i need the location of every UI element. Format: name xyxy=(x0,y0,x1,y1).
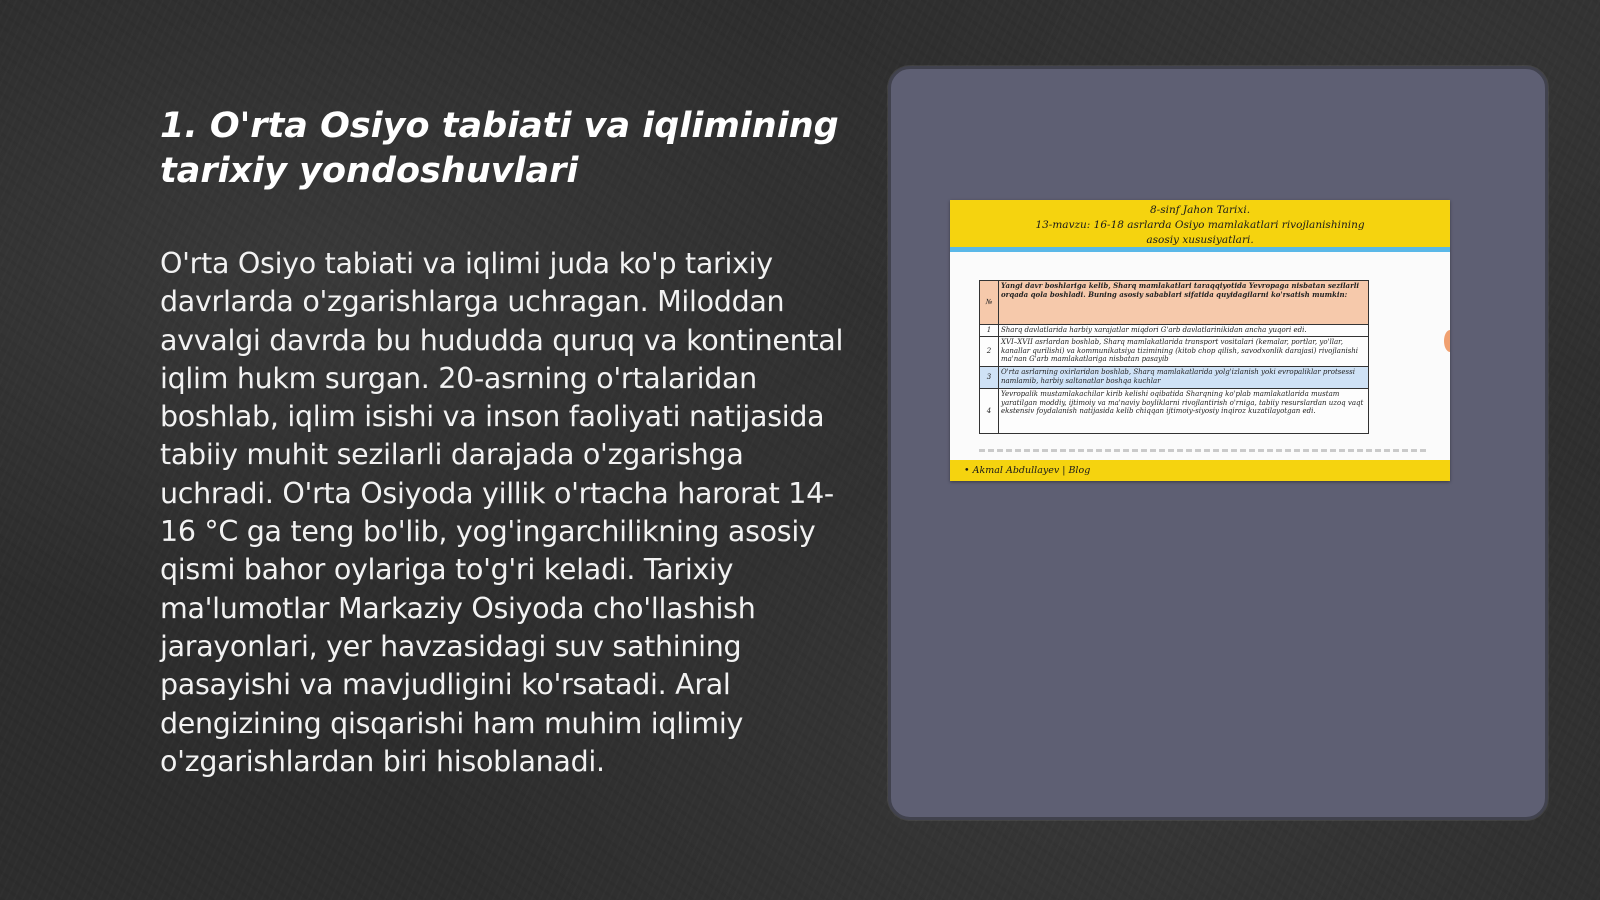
thumbnail-caption-line xyxy=(979,449,1429,452)
thumbnail-row-number: 3 xyxy=(980,367,999,388)
thumbnail-table xyxy=(979,280,1369,434)
thumbnail-table-row xyxy=(980,367,1368,389)
thumbnail-table-row xyxy=(980,337,1368,367)
thumbnail-header-line-1: 8-sinf Jahon Tarixi. xyxy=(1149,204,1251,216)
thumbnail-row-text: Yevropalik mustamlakachilar kirib kelishi oqibatida Sharqning ko'plab mamlakatlarida mustam yaratilgan moddiy, ijtimoiy va ma'naviy boyliklarni rivojlantirish o'rniga, tabiiy resurslardan uzoq vaqt ekstensiv foydalanish natijasida kelib chiqqan ijtimoiy-siyosiy inqiroz kuzatilayotgan edi. xyxy=(1001,390,1364,415)
thumbnail-table-row xyxy=(980,389,1368,433)
slide-body-text: O'rta Osiyo tabiati va iqlimi juda ko'p tarixiy davrlarda o'zgarishlarga uchragan. Miloddan avvalgi davrda bu hududda quruq va kontinental iqlim hukm surgan. 20-asrning o'rtalaridan boshlab, iqlim isishi va inson faoliyati natijasida tabiiy muhit sezilarli darajada o'zgarishga uchradi. O'rta Osiyoda yillik o'rtacha harorat 14-16 °C ga teng bo'lib, yog'ingarchilikning asosiy qismi bahor oylariga to'g'ri keladi. Tarixiy ma'lumotlar Markaziy Osiyoda cho'llashish jarayonlari, yer havzasidagi suv sathining pasayishi va mavjudligini ko'rsatadi. Aral dengizining qisqarishi ham muhim iqlimiy o'zgarishlardan biri hisoblanadi. xyxy=(160,247,844,778)
thumbnail-row-text: XVI–XVII asrlardan boshlab, Sharq mamlakatlarida transport vositalari (kemalar, portlar, yo'llar, kanallar qurilishi) va kommunikatsiya tizimining (kitob chop qilish, savodxonlik darajasi) rivojlanishi ma'nan G'arb mamlakatlariga nisbatan pasayib xyxy=(1001,338,1359,363)
thumbnail-table-row xyxy=(980,281,1368,325)
thumbnail-footer: • Akmal Abdullayev | Blog xyxy=(950,460,1450,481)
thumbnail-row-text: Sharq davlatlarida harbiy xarajatlar miqdori G'arb davlatlarinikidan ancha yuqori edi. xyxy=(1001,326,1307,334)
slide-title: 1. O'rta Osiyo tabiati va iqlimining tarixiy yondoshuvlari xyxy=(160,106,839,191)
thumbnail-row-text: O'rta asrlarning oxirlaridan boshlab, Sharq mamlakatlarida yolg'izlanish yoki evropaliklar protsessi namlamib, harbiy saltanatlar boshqa kuchlar xyxy=(1001,368,1355,385)
thumbnail-row-number: 2 xyxy=(980,337,999,366)
thumbnail-row-number: № xyxy=(980,281,999,324)
slide-thumbnail-image xyxy=(950,200,1450,481)
thumbnail-table-row xyxy=(980,325,1368,337)
thumbnail-row-text: Yangi davr boshlariga kelib, Sharq mamlakatlari taraqqiyotida Yevropaga nisbatan sezilarli orqada qola boshladi. Buning asosiy sabablari sifatida quyidagilarni ko'rsatish mumkin: xyxy=(1001,281,1360,299)
thumbnail-header-line-2: 13-mavzu: 16-18 asrlarda Osiyo mamlakatlari rivojlanishining xyxy=(1035,219,1365,231)
thumbnail-header xyxy=(950,200,1450,252)
thumbnail-edge-dot xyxy=(1444,330,1450,352)
thumbnail-row-number: 4 xyxy=(980,389,999,433)
thumbnail-row-number: 1 xyxy=(980,325,999,336)
thumbnail-header-line-3: asosiy xususiyatlari. xyxy=(1146,234,1254,246)
